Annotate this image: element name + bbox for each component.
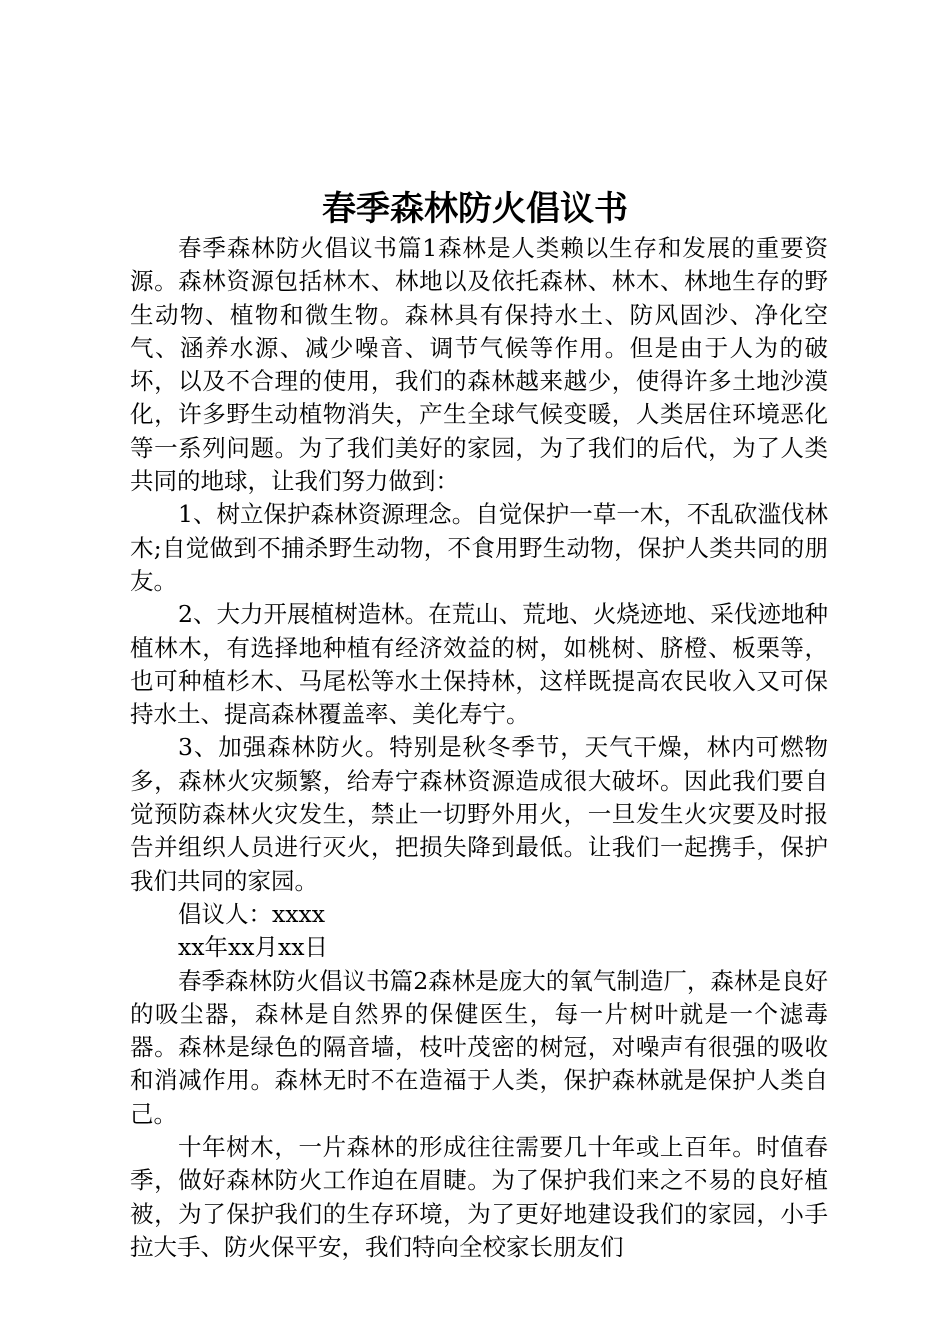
signature-initiator: 倡议人：xxxx (178, 899, 326, 928)
paragraph-part-2-intro: 春季森林防火倡议书篇2森林是庞大的氧气制造厂，森林是良好的吸尘器，森林是自然界的保健医生，每一片树叶就是一个滤毒器。森林是绿色的隔音墙，枝叶茂密的树冠，对噪声有很强的吸收和消减作用。森林无时不在造福于人类，保护森林就是保护人类自己。 (130, 966, 828, 1128)
paragraph-item-2: 2、大力开展植树造林。在荒山、荒地、火烧迹地、采伐迹地种植林木，有选择地种植有经济效益的树，如桃树、脐橙、板栗等，也可种植杉木、马尾松等水土保持林，这样既提高农民收入又可保持水土、提高森林覆盖率、美化寿宁。 (130, 600, 828, 729)
signature-date: xx年xx月xx日 (178, 933, 329, 962)
paragraph-intro: 春季森林防火倡议书篇1森林是人类赖以生存和发展的重要资源。森林资源包括林木、林地以及依托森林、林木、林地生存的野生动物、植物和微生物。森林具有保持水土、防风固沙、净化空气、涵养水源、减少噪音、调节气候等作用。但是由于人为的破坏，以及不合理的使用，我们的森林越来越少，使得许多土地沙漠化，许多野生动植物消失，产生全球气候变暖，人类居住环境恶化等一系列问题。为了我们美好的家园，为了我们的后代，为了人类共同的地球，让我们努力做到： (130, 234, 828, 496)
document-body (130, 232, 828, 1264)
paragraph-part-2-body: 十年树木，一片森林的形成往往需要几十年或上百年。时值春季，做好森林防火工作迫在眉睫。为了保护我们来之不易的良好植被，为了保护我们的生存环境，为了更好地建设我们的家园，小手拉大手、防火保平安，我们特向全校家长朋友们 (130, 1133, 828, 1261)
paragraph-item-3: 3、加强森林防火。特别是秋冬季节，天气干燥，林内可燃物多，森林火灾频繁，给寿宁森林资源造成很大破坏。因此我们要自觉预防森林火灾发生，禁止一切野外用火，一旦发生火灾要及时报告并组织人员进行灭火，把损失降到最低。让我们一起携手，保护我们共同的家园。 (130, 733, 828, 895)
document-title: 春季森林防火倡议书 (322, 189, 628, 229)
paragraph-item-1: 1、树立保护森林资源理念。自觉保护一草一木，不乱砍滥伐林木;自觉做到不捕杀野生动物，不食用野生动物，保护人类共同的朋友。 (130, 500, 828, 595)
